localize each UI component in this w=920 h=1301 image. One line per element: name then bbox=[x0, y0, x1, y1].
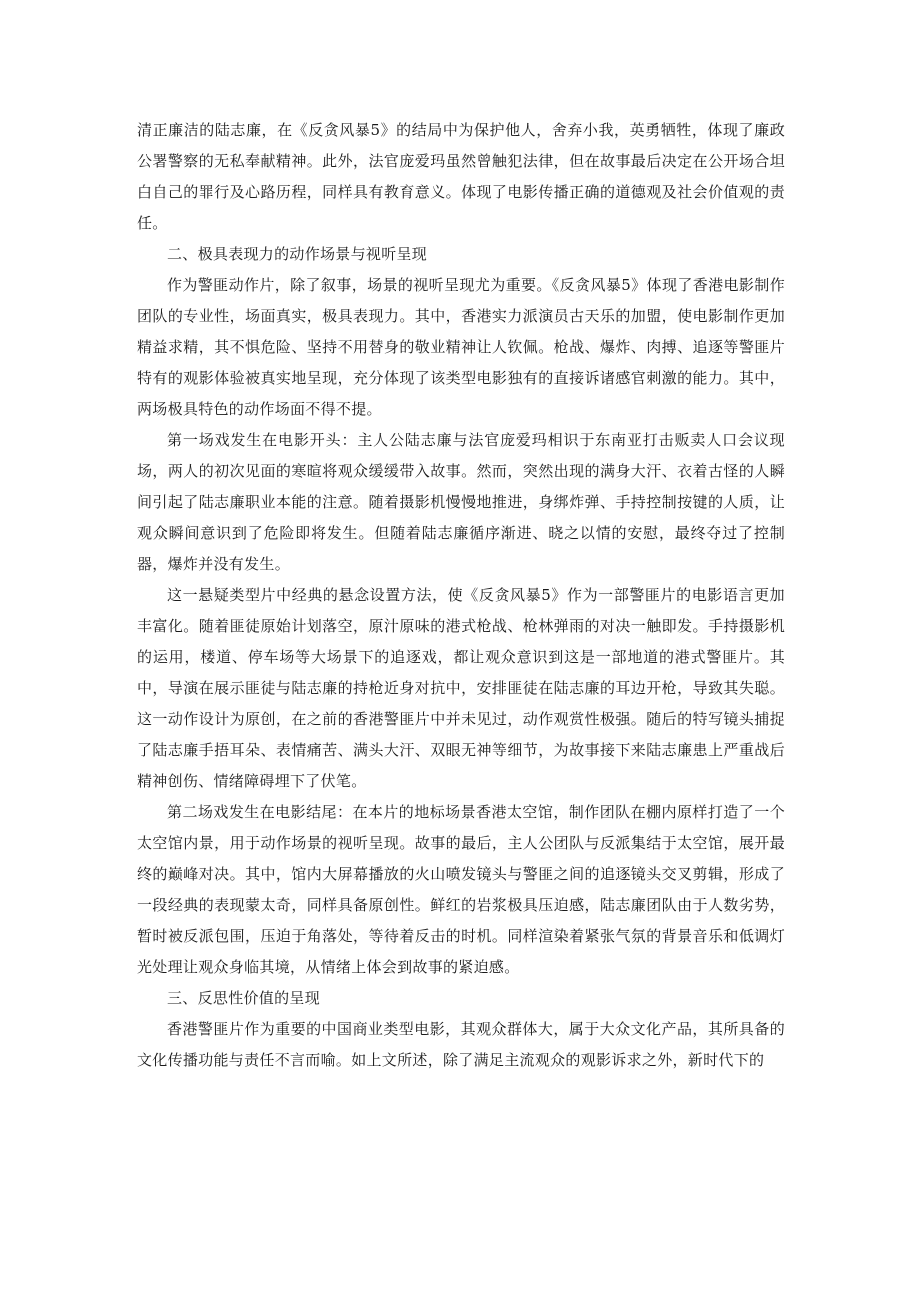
article-body bbox=[137, 115, 785, 1076]
section-heading-2: 二、极具表现力的动作场景与视听呈现 bbox=[167, 245, 428, 263]
paragraph: 第二场戏发生在电影结尾：在本片的地标场景香港太空馆，制作团队在棚内原样打造了一个太空馆内景，用于动作场景的视听呈现。故事的最后，主人公团队与反派集结于太空馆，展开最终的巅峰对决。其中，馆内大屏幕播放的火山喷发镜头与警匪之间的追逐镜头交叉剪辑，形成了一段经典的表现蒙太奇，同样具备原创性。鲜红的岩浆极具压迫感，陆志廉团队由于人数劣势，暂时被反派包围，压迫于角落处，等待着反击的时机。同样渲染着紧张气氛的背景音乐和低调灯光处理让观众身临其境，从情绪上体会到故事的紧迫感。 bbox=[137, 803, 785, 976]
section-heading-3: 三、反思性价值的呈现 bbox=[167, 989, 321, 1007]
paragraph-continuation: 清正廉洁的陆志廉，在《反贪风暴5》的结局中为保护他人，舍弃小我，英勇牺牲，体现了廉政公署警察的无私奉献精神。此外，法官庞爱玛虽然曾触犯法律，但在故事最后决定在公开场合坦白自己的罪行及心路历程，同样具有教育意义。体现了电影传播正确的道德观及社会价值观的责任。 bbox=[137, 121, 785, 232]
paragraph: 香港警匪片作为重要的中国商业类型电影，其观众群体大，属于大众文化产品，其所具备的文化传播功能与责任不言而喻。如上文所述，除了满足主流观众的观影诉求之外，新时代下的 bbox=[137, 1020, 785, 1069]
paragraph: 第一场戏发生在电影开头：主人公陆志廉与法官庞爱玛相识于东南亚打击贩卖人口会议现场，两人的初次见面的寒暄将观众缓缓带入故事。然而，突然出现的满身大汗、衣着古怪的人瞬间引起了陆志廉职业本能的注意。随着摄影机慢慢地推进，身绑炸弹、手持控制按键的人质，让观众瞬间意识到了危险即将发生。但随着陆志廉循序渐进、晓之以情的安慰，最终夺过了控制器，爆炸并没有发生。 bbox=[137, 431, 785, 573]
paragraph: 这一悬疑类型片中经典的悬念设置方法，使《反贪风暴5》作为一部警匪片的电影语言更加丰富化。随着匪徒原始计划落空，原汁原味的港式枪战、枪林弹雨的对决一触即发。手持摄影机的运用，楼道、停车场等大场景下的追逐戏，都让观众意识到这是一部地道的港式警匪片。其中，导演在展示匪徒与陆志廉的持枪近身对抗中，安排匪徒在陆志廉的耳边开枪，导致其失聪。这一动作设计为原创，在之前的香港警匪片中并未见过，动作观赏性极强。随后的特写镜头捕捉了陆志廉手捂耳朵、表情痛苦、满头大汗、双眼无神等细节，为故事接下来陆志廉患上严重战后精神创伤、情绪障碍埋下了伏笔。 bbox=[137, 586, 785, 790]
paragraph: 作为警匪动作片，除了叙事，场景的视听呈现尤为重要。《反贪风暴5》体现了香港电影制作团队的专业性，场面真实，极具表现力。其中，香港实力派演员古天乐的加盟，使电影制作更加精益求精，其不惧危险、坚持不用替身的敬业精神让人钦佩。枪战、爆炸、肉搏、追逐等警匪片特有的观影体验被真实地呈现，充分体现了该类型电影独有的直接诉诸感官刺激的能力。其中，两场极具特色的动作场面不得不提。 bbox=[137, 276, 785, 418]
